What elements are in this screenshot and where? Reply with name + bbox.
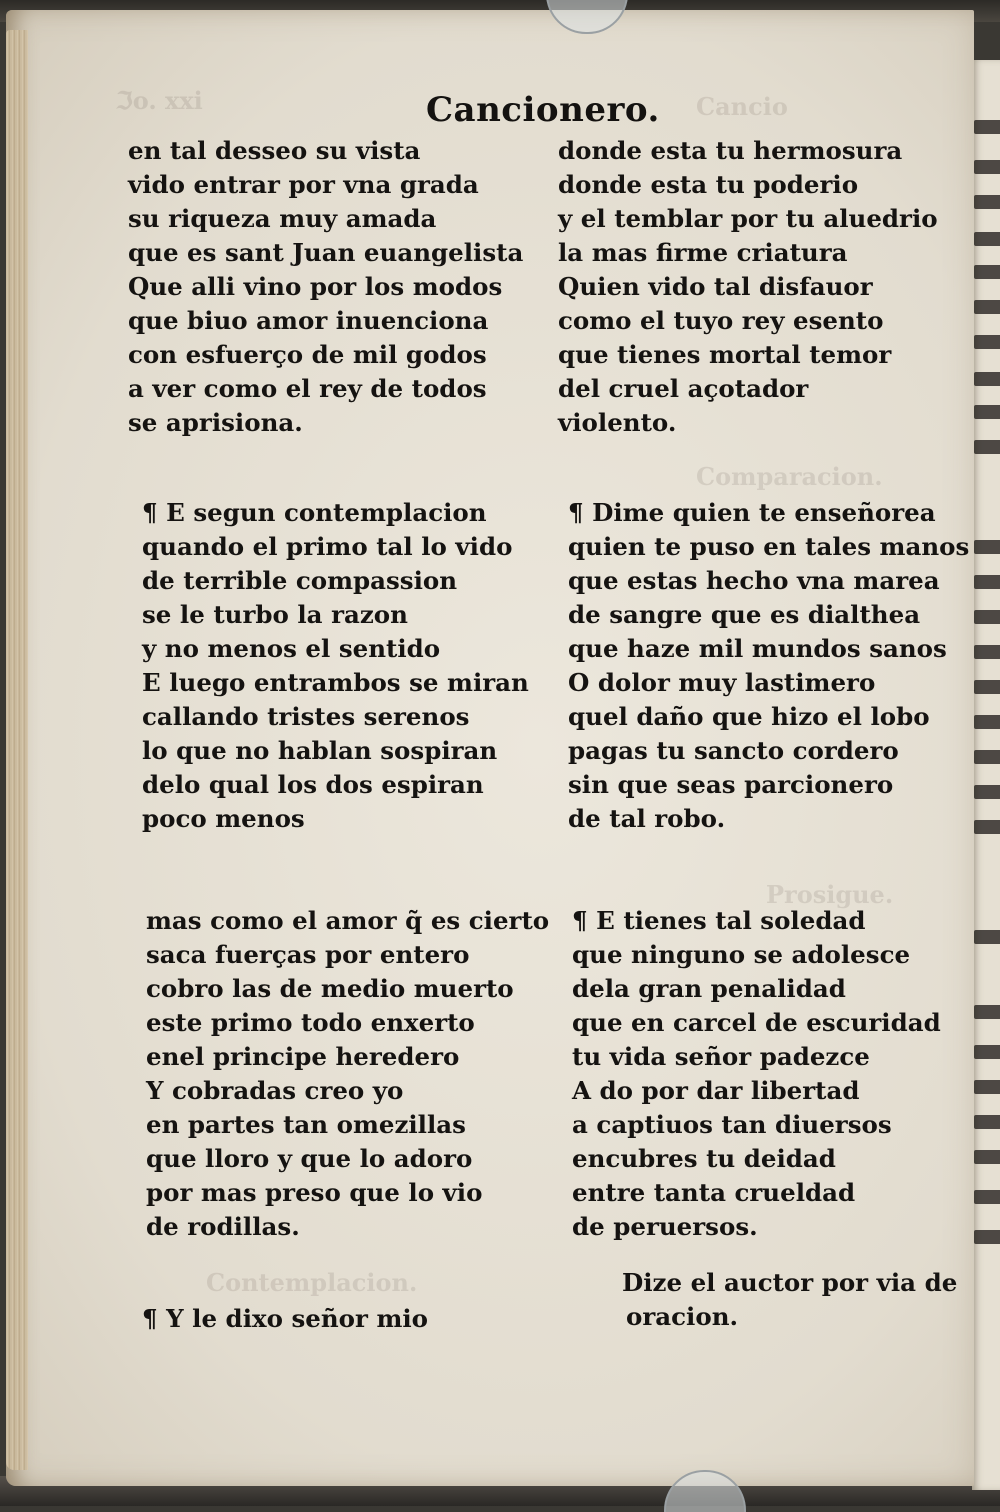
verse-line: entre tanta crueldad bbox=[572, 1178, 856, 1207]
verse-line: de sangre que es dialthea bbox=[568, 600, 921, 629]
left-stanza-3 bbox=[146, 904, 566, 1244]
verse-line: se aprisiona. bbox=[128, 408, 303, 437]
rubric-heading bbox=[622, 1266, 1000, 1334]
show-through-text: Cancio bbox=[696, 92, 788, 121]
verse-line: A do por dar libertad bbox=[572, 1076, 860, 1105]
running-head: Cancionero. bbox=[426, 90, 660, 130]
verse-line: en tal desseo su vista bbox=[128, 136, 421, 165]
verse-line: poco menos bbox=[142, 804, 305, 833]
verse-line: que haze mil mundos sanos bbox=[568, 634, 947, 663]
page-stack-edge bbox=[6, 30, 28, 1470]
verse-line: tu vida señor padezce bbox=[572, 1042, 870, 1071]
verse-line: encubres tu deidad bbox=[572, 1144, 836, 1173]
verse-line: que en carcel de escuridad bbox=[572, 1008, 941, 1037]
verse-line: ¶ E tienes tal soledad bbox=[572, 906, 866, 935]
verse-line: la mas firme criatura bbox=[558, 238, 848, 267]
verse-line: de peruersos. bbox=[572, 1212, 758, 1241]
show-through-text: ℑo. xxi bbox=[116, 86, 203, 115]
verse-line: este primo todo enxerto bbox=[146, 1008, 475, 1037]
left-stanza-1 bbox=[128, 134, 548, 440]
verse-line: a captiuos tan diuersos bbox=[572, 1110, 892, 1139]
verse-line: quien te puso en tales manos bbox=[568, 532, 970, 561]
verse-line: O dolor muy lastimero bbox=[568, 668, 876, 697]
verse-line: que lloro y que lo adoro bbox=[146, 1144, 473, 1173]
verse-line: callando tristes serenos bbox=[142, 702, 470, 731]
verse-line: se le turbo la razon bbox=[142, 600, 408, 629]
book-page bbox=[6, 10, 974, 1486]
verse-line: E luego entrambos se miran bbox=[142, 668, 529, 697]
verse-line: saca fuerças por entero bbox=[146, 940, 470, 969]
verse-line: que estas hecho vna marea bbox=[568, 566, 940, 595]
verse-line: ¶ E segun contemplacion bbox=[142, 498, 487, 527]
verse-line: que ninguno se adolesce bbox=[572, 940, 911, 969]
show-through-text: Prosigue. bbox=[766, 880, 894, 909]
verse-line: Que alli vino por los modos bbox=[128, 272, 503, 301]
verse-line: ¶ Dime quien te enseñorea bbox=[568, 498, 936, 527]
verse-line: de rodillas. bbox=[146, 1212, 300, 1241]
show-through-text: Contemplacion. bbox=[206, 1268, 418, 1297]
verse-line: su riqueza muy amada bbox=[128, 204, 437, 233]
left-stanza-2 bbox=[142, 496, 562, 836]
verse-line: delo qual los dos espiran bbox=[142, 770, 484, 799]
right-stanza-2 bbox=[568, 496, 988, 836]
verse-line: lo que no hablan sospiran bbox=[142, 736, 498, 765]
show-through-text: Comparacion. bbox=[696, 462, 883, 491]
verse-line: violento. bbox=[558, 408, 677, 437]
verse-line: y el temblar por tu aluedrio bbox=[558, 204, 938, 233]
right-stanza-1 bbox=[558, 134, 978, 440]
verse-line: donde esta tu hermosura bbox=[558, 136, 903, 165]
verse-line: que tienes mortal temor bbox=[558, 340, 892, 369]
verse-line: por mas preso que lo vio bbox=[146, 1178, 483, 1207]
left-stanza-4 bbox=[142, 1302, 562, 1336]
verse-line: cobro las de medio muerto bbox=[146, 974, 514, 1003]
verse-line: con esfuerço de mil godos bbox=[128, 340, 487, 369]
verse-line: quel daño que hizo el lobo bbox=[568, 702, 930, 731]
verse-line: pagas tu sancto cordero bbox=[568, 736, 899, 765]
verse-line: dela gran penalidad bbox=[572, 974, 846, 1003]
verse-line: que es sant Juan euangelista bbox=[128, 238, 524, 267]
verse-line: del cruel açotador bbox=[558, 374, 809, 403]
verse-line: quando el primo tal lo vido bbox=[142, 532, 513, 561]
verse-line: enel principe heredero bbox=[146, 1042, 460, 1071]
verse-line: Quien vido tal disfauor bbox=[558, 272, 873, 301]
rubric-line: Dize el auctor por via de bbox=[622, 1268, 958, 1297]
right-stanza-3 bbox=[572, 904, 992, 1244]
verse-line: donde esta tu poderio bbox=[558, 170, 859, 199]
verse-line: como el tuyo rey esento bbox=[558, 306, 884, 335]
verse-line: a ver como el rey de todos bbox=[128, 374, 487, 403]
rubric-line: oracion. bbox=[626, 1302, 739, 1331]
verse-line: y no menos el sentido bbox=[142, 634, 441, 663]
verse-line: vido entrar por vna grada bbox=[128, 170, 479, 199]
verse-line: en partes tan omezillas bbox=[146, 1110, 466, 1139]
verse-line: Y cobradas creo yo bbox=[146, 1076, 404, 1105]
verse-line: mas como el amor q̃ es cierto bbox=[146, 906, 550, 935]
verse-line: de terrible compassion bbox=[142, 566, 458, 595]
verse-line: de tal robo. bbox=[568, 804, 726, 833]
verse-line: ¶ Y le dixo señor mio bbox=[142, 1304, 429, 1333]
verse-line: que biuo amor inuenciona bbox=[128, 306, 489, 335]
verse-line: sin que seas parcionero bbox=[568, 770, 894, 799]
